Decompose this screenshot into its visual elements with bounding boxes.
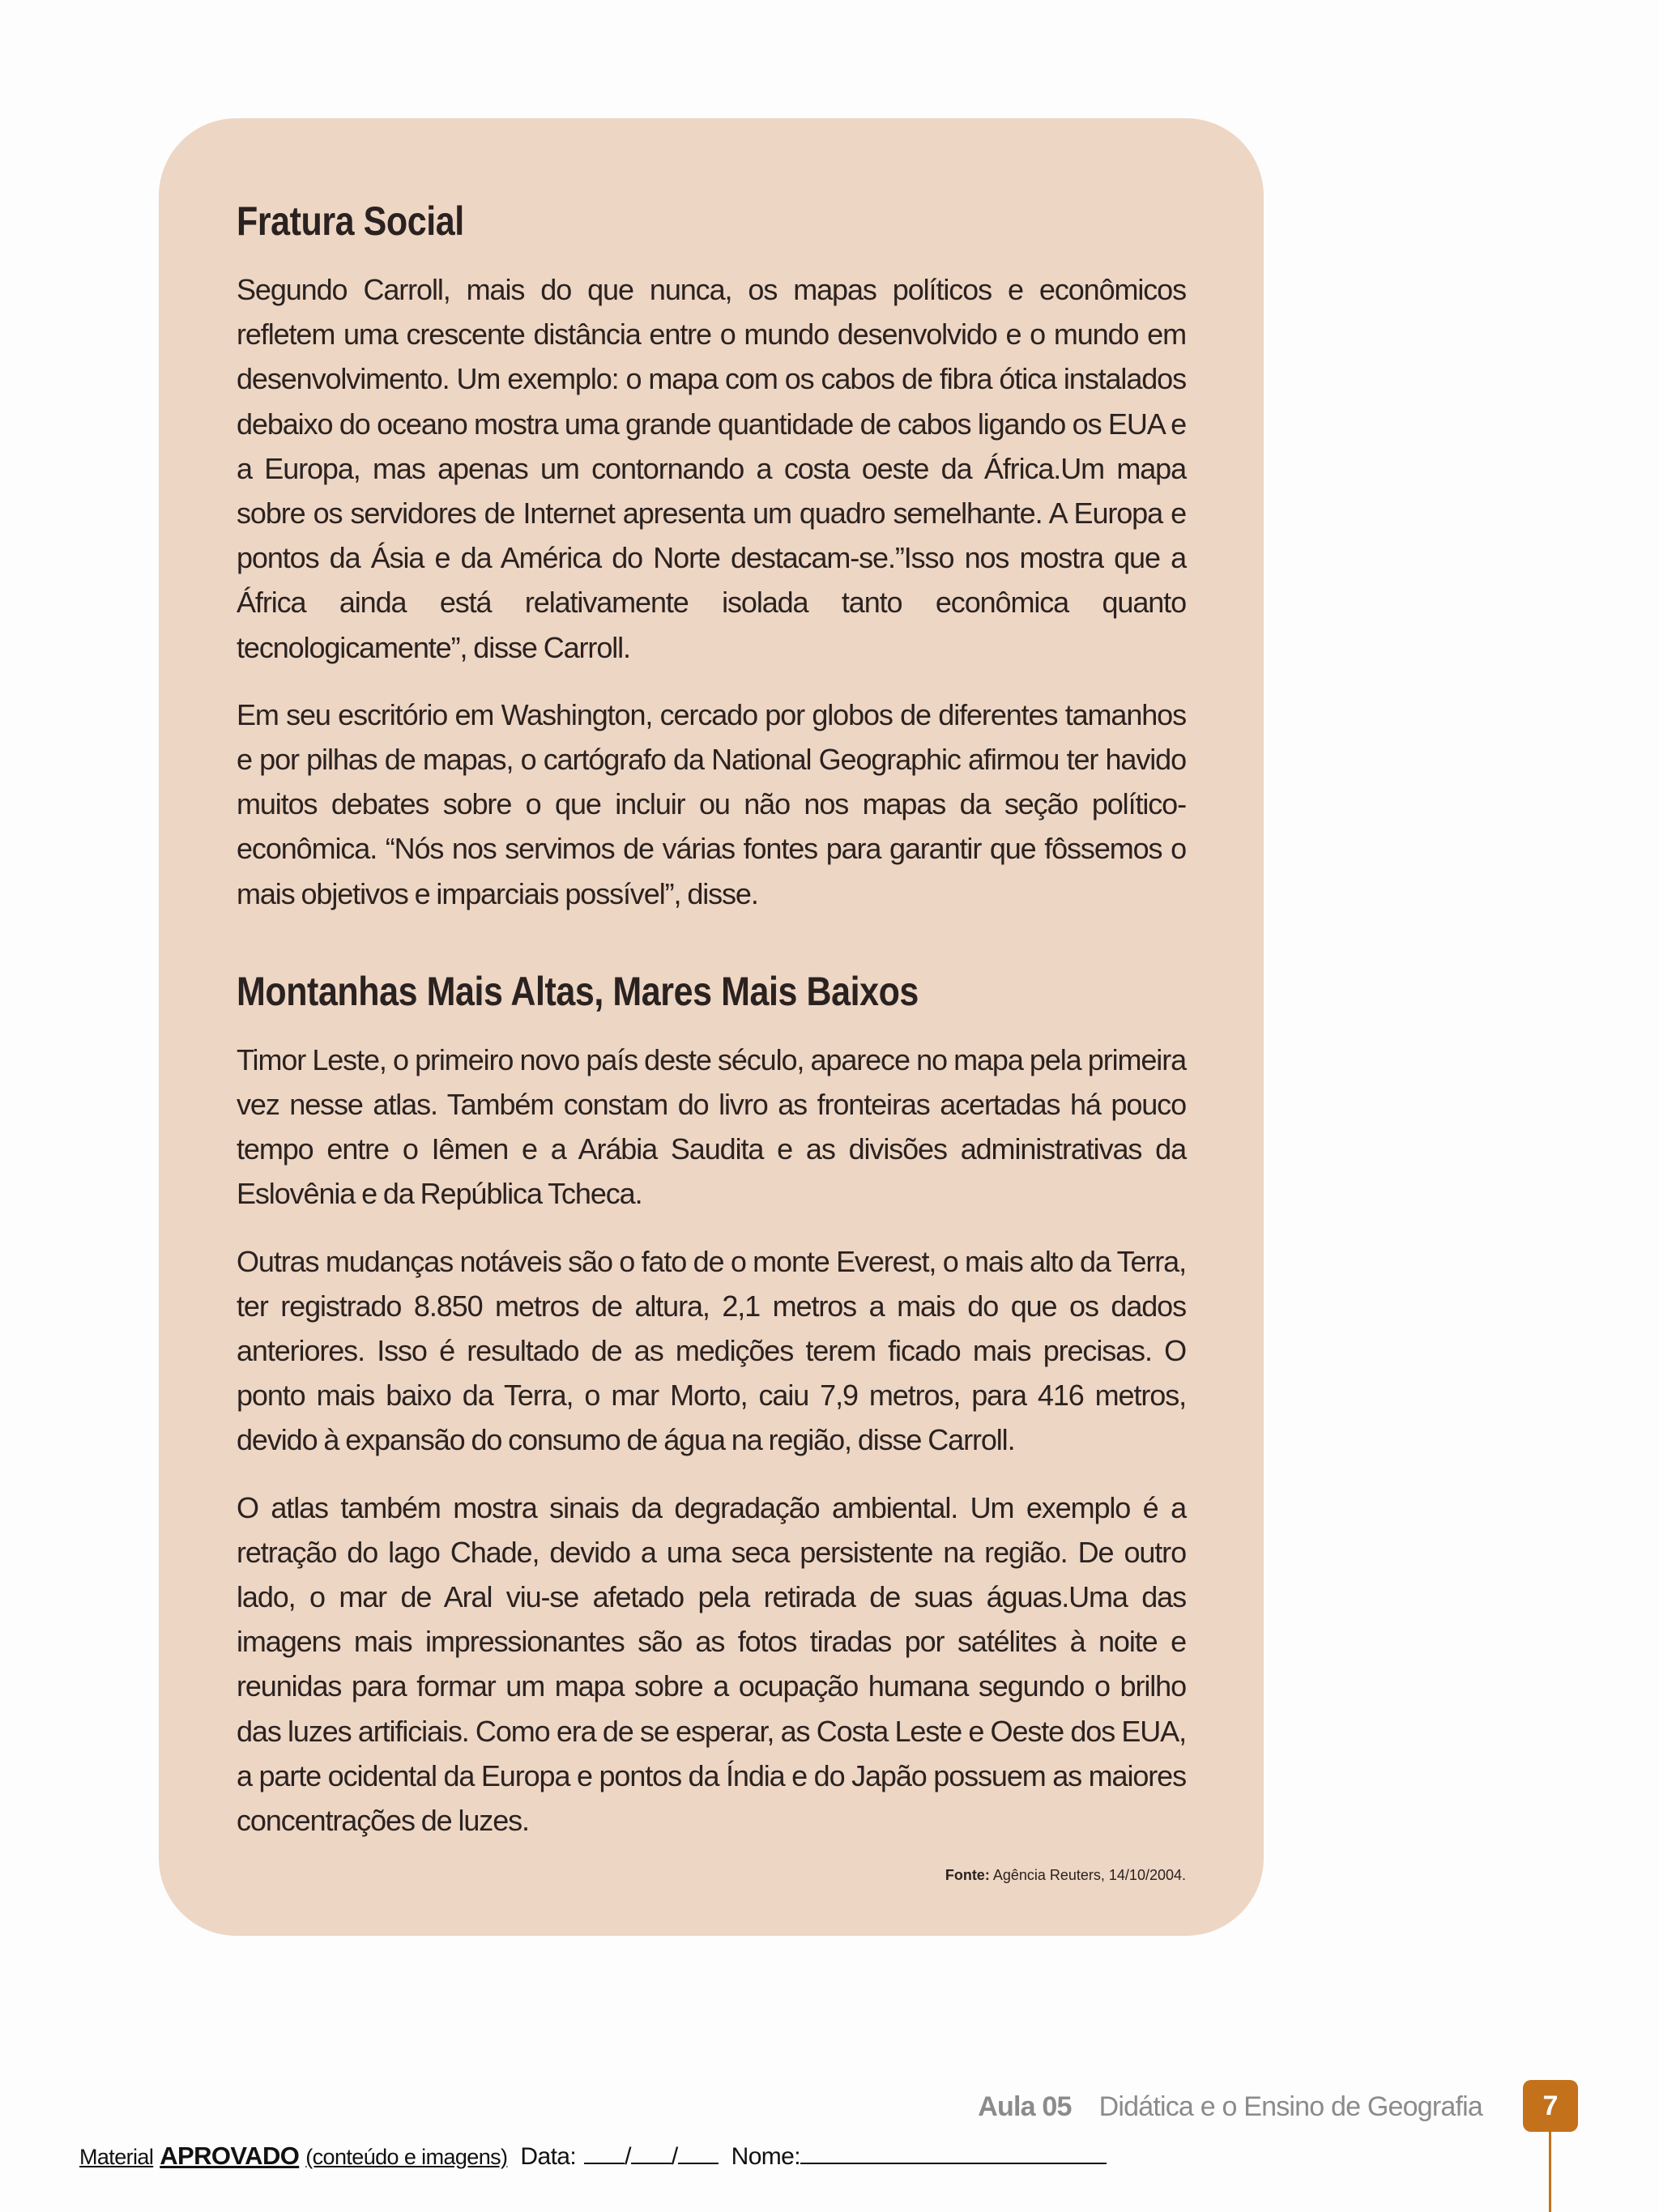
source-citation: [237, 1865, 1186, 1885]
paragraph: Em seu escritório em Washington, cercado por globos de diferentes tamanhos e por pilhas de mapas, o cartógrafo da National Geographic afirmou ter havido muitos debates sobre o que incluir ou não nos mapas da seção político-econômica. “Nós nos servimos de várias fontes para garantir que fôssemos o mais objetivos e imparciais possível”, disse.: [237, 697, 1186, 910]
page-marker-line: [1549, 2132, 1551, 2212]
date-separator: /: [671, 2143, 678, 2170]
date-separator: /: [625, 2143, 631, 2170]
name-blank[interactable]: [800, 2142, 1107, 2164]
date-label: Data:: [520, 2143, 577, 2170]
paragraph: Outras mudanças notáveis são o fato de o monte Everest, o mais alto da Terra, ter registrado 8.850 metros de altura, 2,1 metros a mais do que os dados anteriores. Isso é resultado de as medições terem ficado mais precisas. O ponto mais baixo da Terra, o mar Morto, caiu 7,9 metros, para 416 metros, devido à expansão do consumo de água na região, disse Carroll.: [237, 1244, 1186, 1457]
date-year-blank[interactable]: [678, 2142, 719, 2164]
page-number-badge: [1523, 2080, 1578, 2132]
paragraph: Timor Leste, o primeiro novo país deste século, aparece no mapa pela primeira vez nesse atlas. Também constam do livro as fronteiras acertadas há pouco tempo entre o Iêmen e a Arábia Saudita e as divisões administrativas da Eslovênia e da República Tcheca.: [237, 1042, 1186, 1211]
paragraph: Segundo Carroll, mais do que nunca, os mapas políticos e econômicos refletem uma crescente distância entre o mundo desenvolvido e o mundo em desenvolvimento. Um exemplo: o mapa com os cabos de fibra ótica instalados debaixo do oceano mostra uma grande quantidade de cabos ligando os EUA e a Europa, mas apenas um contornando a costa oeste da África.Um mapa sobre os servidores de Internet apresenta um quadro semelhante. A Europa e pontos da Ásia e da América do Norte destacam-se.”Isso nos mostra que a África ainda está relativamente isolada tanto econômica quanto tecnologicamente”, disse Carroll.: [237, 273, 1186, 664]
source-text: Agência Reuters, 14/10/2004.: [992, 1867, 1186, 1884]
section-heading-fratura-social: Fratura Social: [237, 198, 464, 244]
course-title: Didática e o Ensino de Geografia: [1098, 2091, 1482, 2122]
article-content: [237, 191, 1186, 1885]
section-heading-montanhas: Montanhas Mais Altas, Mares Mais Baixos: [237, 968, 919, 1014]
stamp-approved: APROVADO: [160, 2142, 300, 2170]
date-day-blank[interactable]: [584, 2142, 625, 2164]
stamp-detail: (conteúdo e imagens): [305, 2145, 508, 2169]
running-footer: [978, 2088, 1482, 2125]
paragraph: O atlas também mostra sinais da degradação ambiental. Um exemplo é a retração do lago Chade, devido a uma seca persistente na região. De outro lado, o mar de Aral viu-se afetado pela retirada de suas águas.Uma das imagens mais impressionantes são as fotos tiradas por satélites à noite e reunidas para formar um mapa sobre a ocupação humana segundo o brilho das luzes artificiais. Como era de se esperar, as Costa Leste e Oeste dos EUA, a parte ocidental da Europa e pontos da Índia e do Japão possuem as maiores concentrações de luzes.: [237, 1490, 1186, 1838]
source-label: Fonte:: [945, 1867, 990, 1884]
date-month-blank[interactable]: [631, 2142, 672, 2164]
lesson-label: Aula 05: [978, 2091, 1072, 2122]
page-number: 7: [1542, 2090, 1559, 2121]
approval-stamp: [79, 2142, 1107, 2174]
stamp-material: Material: [79, 2145, 154, 2169]
name-label: Nome:: [731, 2143, 801, 2170]
